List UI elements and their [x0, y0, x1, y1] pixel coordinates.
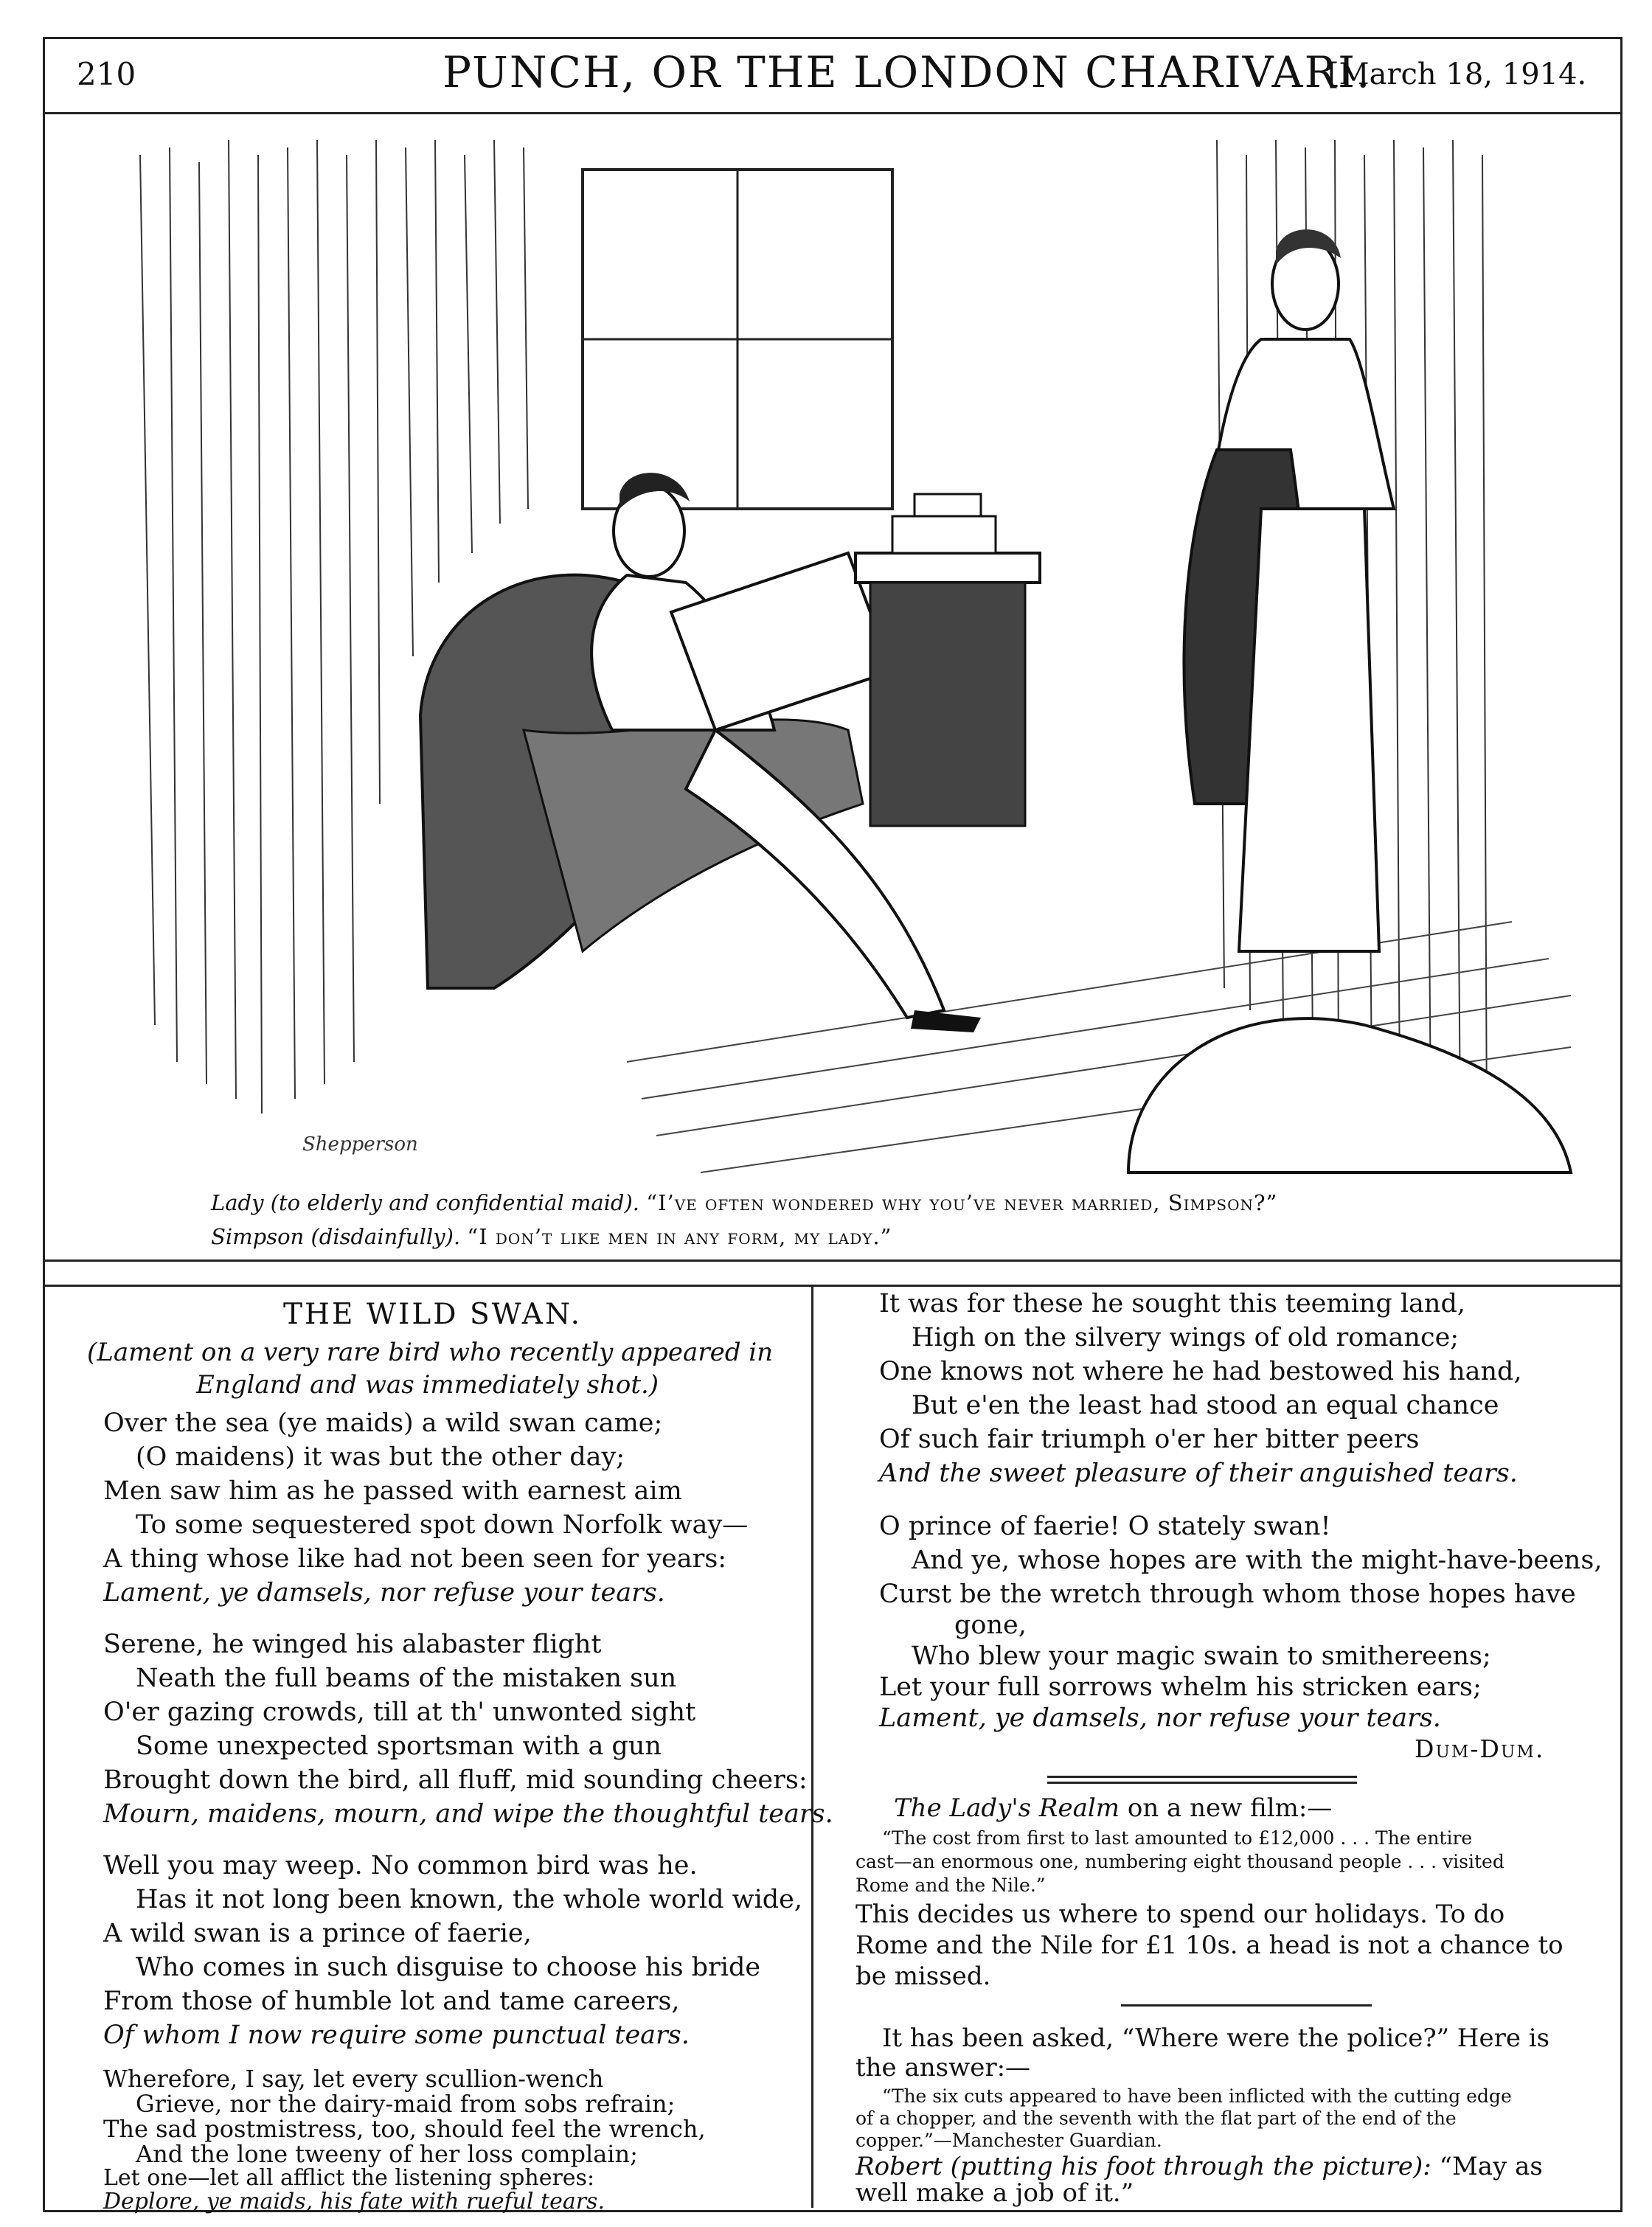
poem-line: Men saw him as he passed with earnest aim — [103, 1476, 682, 1506]
item1-quote-line: cast—an enormous one, numbering eight thousand people . . . visited — [856, 1851, 1504, 1872]
item1-quote-line: “The cost from first to last amounted to £12,000 . . . The entire — [882, 1827, 1473, 1849]
section-rule — [1121, 2004, 1372, 2007]
poem-line: And the lone tweeny of her loss complain; — [136, 2140, 638, 2168]
item1-quote-line: Rome and the Nile.” — [856, 1875, 1046, 1896]
header-rule — [43, 112, 1622, 114]
poem-line: And ye, whose hopes are with the might-have-beens, — [912, 1546, 1603, 1575]
poem-line: Let your full sorrows whelm his stricken ears; — [879, 1672, 1482, 1702]
item2-intro-line: It has been asked, “Where were the police?” Here is — [882, 2023, 1550, 2053]
poem-line: Neath the full beams of the mistaken sun — [136, 1664, 677, 1693]
poem-line: One knows not where he had bestowed his hand, — [879, 1357, 1522, 1386]
caption-speaker-simpson: Simpson (disdainfully). — [211, 1224, 461, 1249]
item1-intro: The Lady's Realm on a new film:— — [894, 1793, 1333, 1823]
item2-intro-line: the answer:— — [856, 2053, 1031, 2082]
poem-line: Grieve, nor the dairy-maid from sobs refrain; — [136, 2090, 676, 2118]
poem-line: Let one—let all afflict the listening spheres: — [103, 2165, 595, 2191]
poem-refrain: Lament, ye damsels, nor refuse your tears. — [879, 1703, 1441, 1733]
section-rule — [1047, 1776, 1357, 1778]
poem-line: Who blew your magic swain to smithereens; — [912, 1641, 1491, 1671]
poem-line: To some sequestered spot down Norfolk way— — [136, 1510, 749, 1540]
poem-subtitle-line-1: (Lament on a very rare bird who recently appeared in — [87, 1338, 774, 1367]
cartoon-illustration — [111, 140, 1578, 1187]
item1-comment-line: be missed. — [856, 1962, 991, 1991]
caption-speaker-lady: Lady (to elderly and confidential maid). — [211, 1190, 640, 1215]
poem-refrain: And the sweet pleasure of their anguished tears. — [879, 1459, 1518, 1488]
poem-line: Serene, he winged his alabaster flight — [103, 1630, 602, 1659]
item2-quote-line: of a chopper, and the seventh with the flat part of the end of the — [856, 2108, 1457, 2129]
poem-line: Over the sea (ye maids) a wild swan came; — [103, 1408, 663, 1438]
columns-top-rule — [43, 1285, 1622, 1287]
poem-line: It was for these he sought this teeming land, — [879, 1289, 1465, 1319]
poem-line: O'er gazing crowds, till at th' unwonted sight — [103, 1698, 696, 1727]
item2-quote-line: copper.”—Manchester Guardian. — [856, 2130, 1162, 2151]
poem-line: Brought down the bird, all fluff, mid sounding cheers: — [103, 1765, 808, 1795]
poem-title: THE WILD SWAN. — [283, 1298, 582, 1331]
poem-signature: Dum-Dum. — [1415, 1734, 1545, 1763]
poem-line: But e'en the least had stood an equal chance — [912, 1391, 1499, 1420]
caption-line-2 — [211, 1224, 892, 1249]
poem-line: A thing whose like had not been seen for years: — [103, 1544, 727, 1574]
poem-line: Curst be the wretch through whom those hopes have — [879, 1580, 1576, 1609]
item2-punch-line-2: well make a job of it.” — [856, 2178, 1134, 2208]
caption-line-1 — [211, 1190, 1277, 1215]
running-title: PUNCH, OR THE LONDON CHARIVARI. — [442, 47, 1372, 97]
poem-line: Of such fair triumph o'er her bitter peers — [879, 1425, 1420, 1454]
caption-rule — [43, 1260, 1622, 1262]
column-separator — [811, 1286, 813, 2208]
side-table — [856, 553, 1040, 583]
poem-refrain: Deplore, ye maids, his fate with rueful tears. — [103, 2189, 605, 2214]
poem-subtitle-line-2: England and was immediately shot.) — [196, 1370, 659, 1400]
poem-line: The sad postmistress, too, should feel the wrench, — [103, 2115, 706, 2143]
item1-source: The Lady's Realm — [894, 1793, 1120, 1823]
artist-signature: Shepperson — [302, 1133, 418, 1156]
item2-quote-line: “The six cuts appeared to have been inflicted with the cutting edge — [882, 2085, 1512, 2107]
poem-line: From those of humble lot and tame careers, — [103, 1987, 680, 2016]
poem-line: (O maidens) it was but the other day; — [136, 1442, 625, 1472]
poem-line: Some unexpected sportsman with a gun — [136, 1731, 662, 1761]
poem-line: High on the silvery wings of old romance; — [912, 1323, 1460, 1352]
caption-speech-lady: “I’ve often wondered why you’ve never married, Simpson?” — [646, 1190, 1278, 1215]
caption-speech-simpson: “I don’t like men in any form, my lady.” — [467, 1224, 892, 1249]
item2-punch-line-1: Robert (putting his foot through the picture): “May as — [856, 2152, 1543, 2181]
poem-line: Has it not long been known, the whole world wide, — [136, 1885, 803, 1914]
item1-comment-line: This decides us where to spend our holidays. To do — [856, 1900, 1505, 1929]
poem-line: A wild swan is a prince of faerie, — [103, 1919, 532, 1948]
poem-line: Well you may weep. No common bird was he. — [103, 1851, 698, 1880]
poem-refrain: Lament, ye damsels, nor refuse your tears. — [103, 1578, 665, 1608]
poem-refrain: Of whom I now require some punctual tears. — [103, 2021, 690, 2050]
poem-line: Wherefore, I say, let every scullion-wench — [103, 2065, 604, 2093]
poem-refrain: Mourn, maidens, mourn, and wipe the thoughtful tears. — [103, 1799, 833, 1829]
item1-comment-line: Rome and the Nile for £1 10s. a head is not a chance to — [856, 1931, 1564, 1960]
poem-line: gone, — [954, 1611, 1027, 1640]
page-number: 210 — [77, 56, 136, 92]
poem-line: O prince of faerie! O stately swan! — [879, 1512, 1331, 1541]
poem-line: Who comes in such disguise to choose his bride — [136, 1953, 761, 1982]
issue-date: [March 18, 1914. — [1328, 58, 1587, 91]
